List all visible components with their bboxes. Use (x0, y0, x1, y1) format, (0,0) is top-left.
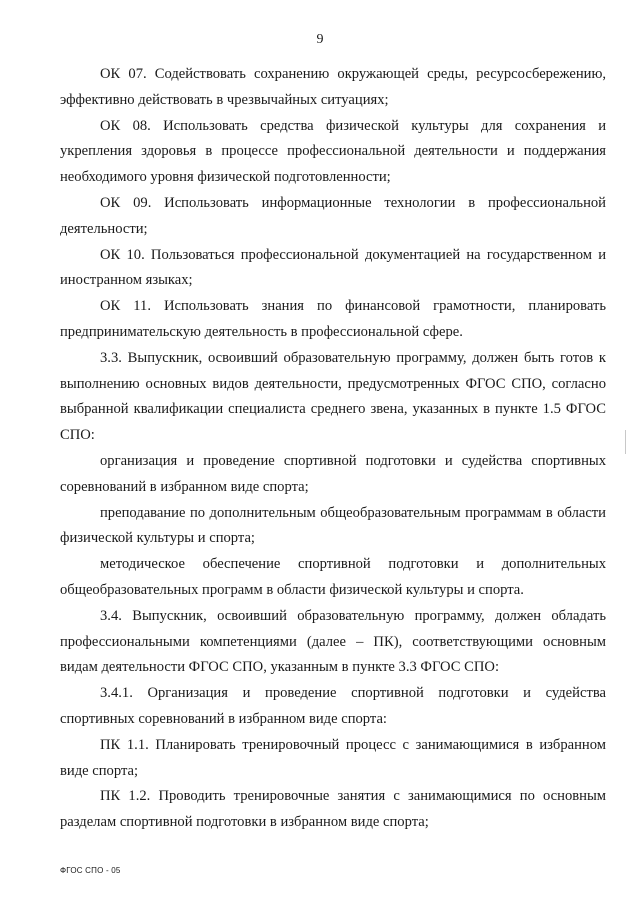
paragraph-ok07: ОК 07. Содействовать сохранению окружающей среды, ресурсосбережению, эффективно действовать в чрезвычайных ситуациях; (60, 66, 606, 108)
scan-edge-mark (625, 430, 626, 454)
footer-label: ФГОС СПО - 05 (60, 866, 121, 875)
list-item-activity-1: организация и проведение спортивной подготовки и судейства спортивных соревнований в избранном виде спорта; (60, 452, 606, 495)
paragraph-pk-1-1: ПК 1.1. Планировать тренировочный процесс с занимающимися в избранном виде спорта; (60, 736, 606, 779)
paragraph-3-4-1: 3.4.1. Организация и проведение спортивной подготовки и судейства спортивных соревнований в избранном виде спорта: (60, 685, 606, 727)
paragraph-ok09: ОК 09. Использовать информационные технологии в профессиональной деятельности; (60, 194, 606, 237)
paragraph-ok11: ОК 11. Использовать знания по финансовой грамотности, планировать предпринимательскую деятельность в профессиональной сфере. (60, 298, 606, 340)
paragraph-ok08: ОК 08. Использовать средства физической культуры для сохранения и укрепления здоровья в процессе профессиональной деятельности и поддержания необходимого уровня физической подготовленности; (60, 117, 606, 186)
paragraph-ok10: ОК 10. Пользоваться профессиональной документацией на государственном и иностранном языках; (60, 246, 606, 289)
paragraph-3-4: 3.4. Выпускник, освоивший образовательную программу, должен обладать профессиональными компетенциями (далее – ПК), соответствующими основным видам деятельности ФГОС СПО, указанным в пункте 3.3 ФГОС СПО: (60, 607, 606, 676)
list-item-activity-2: преподавание по дополнительным общеобразовательным программам в области физической культуры и спорта; (60, 504, 606, 547)
paragraph-3-3: 3.3. Выпускник, освоивший образовательную программу, должен быть готов к выполнению основных видов деятельности, предусмотренных ФГОС СПО, согласно выбранной квалификации специалиста среднего звена, указанных в пункте 1.5 ФГОС СПО: (60, 349, 606, 444)
paragraph-pk-1-2: ПК 1.2. Проводить тренировочные занятия с занимающимися по основным разделам спортивной подготовки в избранном виде спорта; (60, 788, 606, 831)
page-number: 9 (316, 32, 324, 47)
document-body (60, 62, 606, 836)
list-item-activity-3: методическое обеспечение спортивной подготовки и дополнительных общеобразовательных программ в области физической культуры и спорта. (60, 556, 606, 598)
